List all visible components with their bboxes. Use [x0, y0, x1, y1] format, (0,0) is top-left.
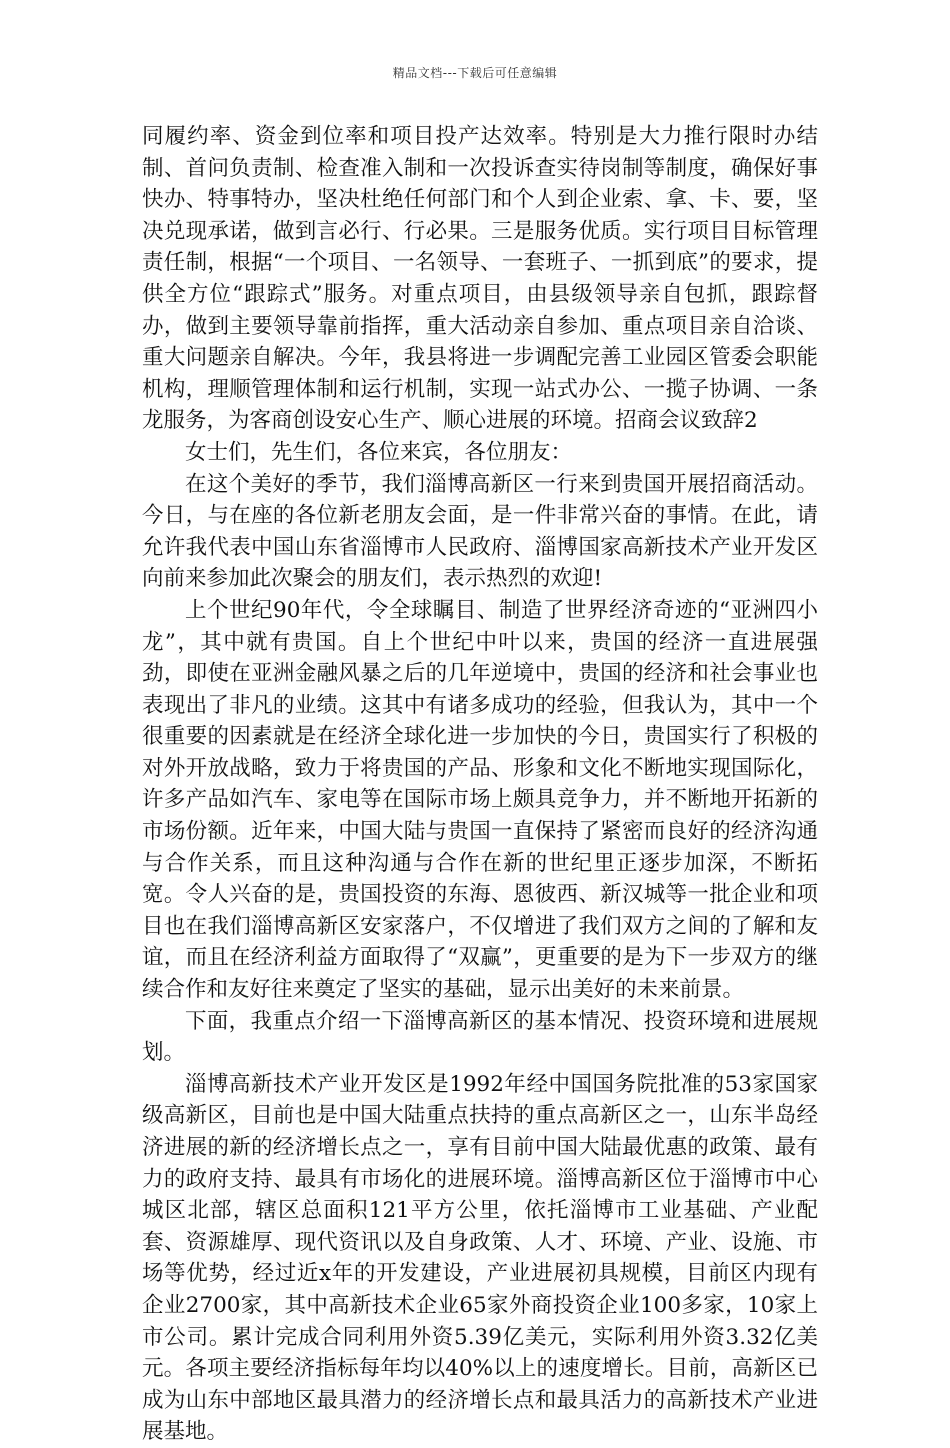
paragraph: 在这个美好的季节，我们淄博高新区一行来到贵国开展招商活动。今日，与在座的各位新老朋友会面，是一件非常兴奋的事情。在此，请允许我代表中国山东省淄博市人民政府、淄博国家高新技术产业开发区向前来参加此次聚会的朋友们，表示热烈的欢迎!	[142, 471, 818, 592]
paragraph: 上个世纪90年代，令全球瞩目、制造了世界经济奇迹的“亚洲四小龙”，其中就有贵国。自上个世纪中叶以来，贵国的经济一直进展强劲，即使在亚洲金融风暴之后的几年逆境中，贵国的经济和社会事业也表现出了非凡的业绩。这其中有诸多成功的经验，但我认为，其中一个很重要的因素就是在经济全球化进一步加快的今日，贵国实行了积极的对外开放战略，致力于将贵国的产品、形象和文化不断地实现国际化，许多产品如汽车、家电等在国际市场上颇具竞争力，并不断地开拓新的市场份额。近年来，中国大陆与贵国一直保持了紧密而良好的经济沟通与合作关系，而且这种沟通与合作在新的世纪里正逐步加深，不断拓宽。令人兴奋的是，贵国投资的东海、恩彼西、新汉城等一批企业和项目也在我们淄博高新区安家落户，不仅增进了我们双方之间的了解和友谊，而且在经济利益方面取得了“双赢”，更重要的是为下一步双方的继续合作和友好往来奠定了坚实的基础，显示出美好的未来前景。	[142, 597, 818, 1003]
paragraph: 同履约率、资金到位率和项目投产达效率。特别是大力推行限时办结制、首问负责制、检查准入制和一次投诉查实待岗制等制度，确保好事快办、特事特办，坚决杜绝任何部门和个人到企业索、拿、卡、要，坚决兑现承诺，做到言必行、行必果。三是服务优质。实行项目目标管理责任制，根据“一个项目、一名领导、一套班子、一抓到底”的要求，提供全方位“跟踪式”服务。对重点项目，由县级领导亲自包抓，跟踪督办，做到主要领导靠前指挥，重大活动亲自参加、重点项目亲自洽谈、重大问题亲自解决。今年，我县将进一步调配完善工业园区管委会职能机构，理顺管理体制和运行机制，实现一站式办公、一揽子协调、一条龙服务，为客商创设安心生产、顺心进展的环境。招商会议致辞2	[142, 124, 818, 434]
paragraph-salutation: 女士们，先生们，各位来宾，各位朋友：	[185, 439, 573, 465]
page-header: 精品文档---下载后可任意编辑	[392, 66, 558, 80]
document-body	[142, 121, 818, 1448]
paragraph: 淄博高新技术产业开发区是1992年经中国国务院批准的53家国家级高新区，目前也是中国大陆重点扶持的重点高新区之一，山东半岛经济进展的新的经济增长点之一，享有目前中国大陆最优惠的政策、最有力的政府支持、最具有市场化的进展环境。淄博高新区位于淄博市中心城区北部，辖区总面积121平方公里，依托淄博市工业基础、产业配套、资源雄厚、现代资讯以及自身政策、人才、环境、产业、设施、市场等优势，经过近x年的开发建设，产业进展初具规模，目前区内现有企业2700家，其中高新技术企业65家外商投资企业100多家，10家上市公司。累计完成合同利用外资5.39亿美元，实际利用外资3.32亿美元。各项主要经济指标每年均以40%以上的速度增长。目前，高新区已成为山东中部地区最具潜力的经济增长点和最具活力的高新技术产业进展基地。	[142, 1071, 818, 1445]
paragraph: 下面，我重点介绍一下淄博高新区的基本情况、投资环境和进展规划。	[142, 1008, 818, 1066]
